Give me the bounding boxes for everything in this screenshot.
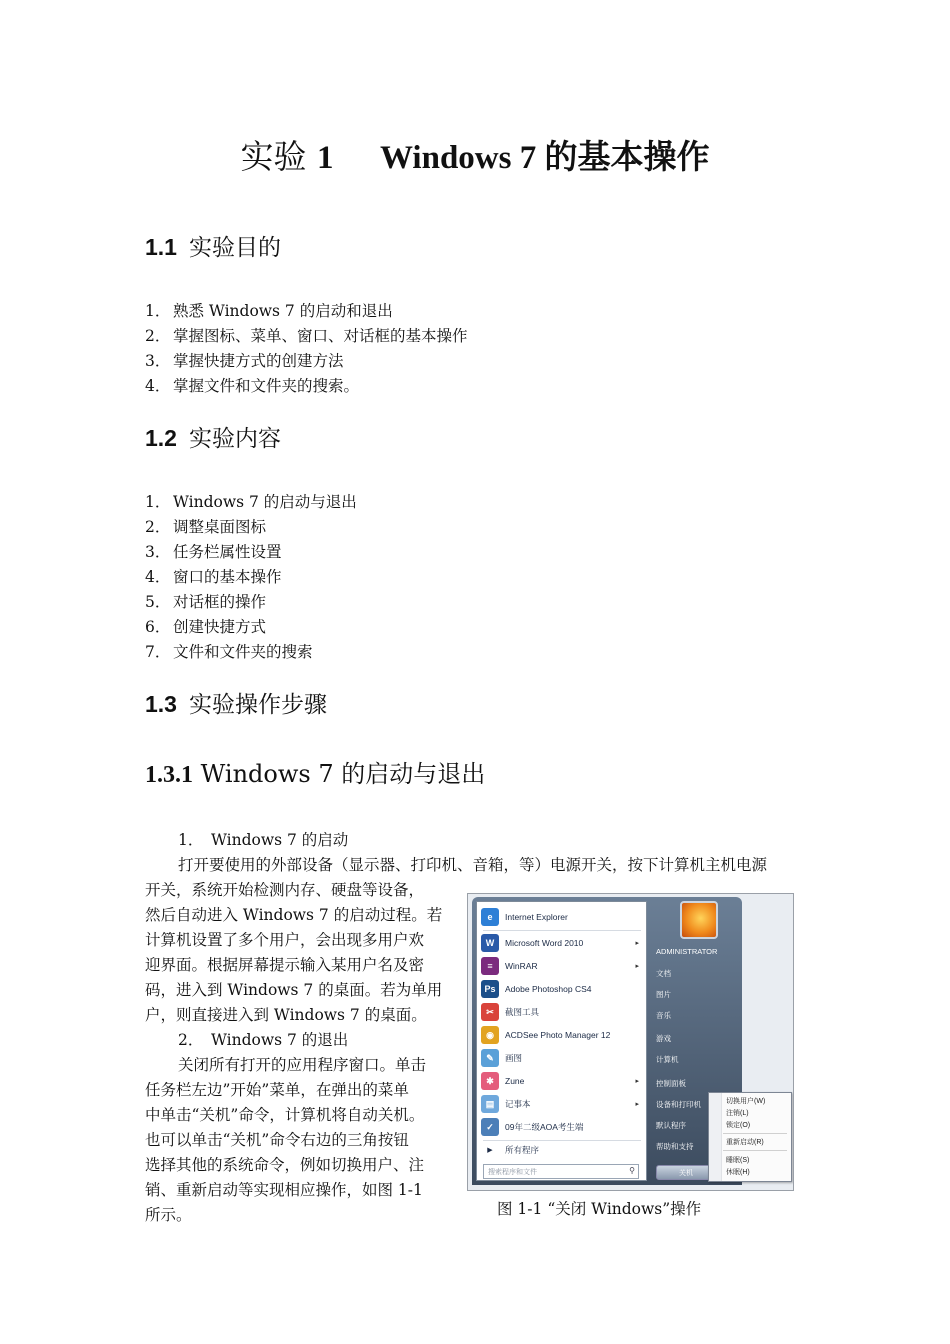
place-music[interactable]: 音乐	[656, 1011, 671, 1020]
user-avatar	[680, 901, 718, 939]
step-2-heading: 2． Windows 7 的退出	[178, 1031, 349, 1049]
place-pictures[interactable]: 图片	[656, 990, 671, 999]
objectives-list	[145, 299, 468, 399]
step-1-heading: 1． Windows 7 的启动	[178, 831, 349, 849]
subsection-heading-1-3-1: 1.3.1 Windows 7 的启动与退出	[145, 760, 486, 788]
figure-caption: 图 1-1 “关闭 Windows”操作	[497, 1200, 702, 1218]
place-control-panel[interactable]: 控制面板	[656, 1079, 686, 1088]
submenu-switch-user[interactable]: 切换用户(W)	[726, 1098, 766, 1105]
paragraph-startup-line1: 打开要使用的外部设备（显示器、打印机、音箱，等）电源开关，按下计算机主机电源	[178, 856, 768, 874]
place-devices-printers[interactable]: 设备和打印机	[656, 1100, 701, 1109]
list-item: 3． 任务栏属性设置	[145, 543, 282, 561]
exam-client-icon: ✓	[481, 1118, 499, 1136]
place-documents[interactable]: 文档	[656, 969, 671, 978]
paragraph-shutdown: 关闭所有打开的应用程序窗口。单击 任务栏左边”开始”菜单，在弹出的菜单 中单击“关机”命令，计算机将自动关机。 也可以单击“关机”命令右边的三角按钮 选择其他的系统命令，例如切换用户、注 销、重新启动等实现相应操作，如图 1-1 所示。	[145, 1056, 427, 1224]
start-item-paint[interactable]: ✎ 画图	[481, 1047, 643, 1069]
list-item: 1． 熟悉 Windows 7 的启动和退出	[145, 302, 393, 320]
page-title: 实验 1 Windows 7 的基本操作	[240, 137, 710, 176]
place-computer[interactable]: 计算机	[656, 1055, 679, 1064]
scissors-icon: ✂	[481, 1003, 499, 1021]
list-item: 7． 文件和文件夹的搜索	[145, 643, 313, 661]
section-heading-1-3: 1.3 实验操作步骤	[145, 691, 327, 717]
paint-icon: ✎	[481, 1049, 499, 1067]
start-item-word[interactable]: W Microsoft Word 2010 ▸	[481, 932, 643, 954]
list-item: 4． 掌握文件和文件夹的搜索。	[145, 377, 360, 395]
search-icon: ⚲	[629, 1166, 635, 1175]
paragraph-startup: 开关，系统开始检测内存、硬盘等设备， 然后自动进入 Windows 7 的启动过程。若 计算机设置了多个用户，会出现多用户欢 迎界面。根据屏幕提示输入某用户名及密 码，进入到 Windows 7 的桌面。若为单用 户，则直接进入到 Windows 7 的桌面。	[145, 881, 443, 1024]
start-item-winrar[interactable]: ≡ WinRAR ▸	[481, 955, 643, 977]
start-item-all-programs[interactable]: ▶ 所有程序	[481, 1141, 643, 1159]
word-icon: W	[481, 934, 499, 952]
contents-list	[145, 490, 357, 665]
zune-icon: ✱	[481, 1072, 499, 1090]
start-item-snipping-tool[interactable]: ✂ 截图工具	[481, 1001, 643, 1023]
submenu-hibernate[interactable]: 休眠(H)	[726, 1169, 750, 1176]
photoshop-icon: Ps	[481, 980, 499, 998]
list-item: 2． 掌握图标、菜单、窗口、对话框的基本操作	[145, 327, 468, 345]
submenu-restart[interactable]: 重新启动(R)	[726, 1139, 764, 1146]
section-heading-1-1: 1.1 实验目的	[145, 234, 281, 260]
arrow-right-icon: ▶	[487, 1147, 493, 1154]
start-search-input[interactable]: 搜索程序和文件 ⚲	[483, 1164, 639, 1179]
start-menu-programs-pane	[476, 901, 647, 1181]
list-item: 1． Windows 7 的启动与退出	[145, 493, 357, 511]
list-item: 6． 创建快捷方式	[145, 618, 267, 636]
ie-icon: e	[481, 908, 499, 926]
list-item: 2． 调整桌面图标	[145, 518, 267, 536]
list-item: 4． 窗口的基本操作	[145, 568, 282, 586]
user-name[interactable]: ADMINISTRATOR	[656, 947, 718, 956]
list-item: 3． 掌握快捷方式的创建方法	[145, 352, 344, 370]
place-games[interactable]: 游戏	[656, 1034, 671, 1043]
shutdown-button[interactable]: 关机	[656, 1165, 716, 1180]
shutdown-submenu	[708, 1092, 792, 1182]
start-item-internet-explorer[interactable]: e Internet Explorer	[481, 906, 643, 928]
start-item-exam-client[interactable]: ✓ 09年二级AOA考生端	[481, 1116, 643, 1138]
notepad-icon: ▤	[481, 1095, 499, 1113]
start-item-photoshop[interactable]: Ps Adobe Photoshop CS4	[481, 978, 643, 1000]
winrar-icon: ≡	[481, 957, 499, 975]
start-item-notepad[interactable]: ▤ 记事本 ▸	[481, 1093, 643, 1115]
section-heading-1-2: 1.2 实验内容	[145, 425, 281, 451]
submenu-log-off[interactable]: 注销(L)	[726, 1110, 749, 1117]
list-item: 5． 对话框的操作	[145, 593, 267, 611]
start-menu-figure	[467, 893, 794, 1191]
submenu-sleep[interactable]: 睡眠(S)	[726, 1157, 750, 1164]
start-item-acdsee[interactable]: ◉ ACDSee Photo Manager 12	[481, 1024, 643, 1046]
start-item-zune[interactable]: ✱ Zune ▸	[481, 1070, 643, 1092]
acdsee-icon: ◉	[481, 1026, 499, 1044]
place-help-support[interactable]: 帮助和支持	[656, 1142, 694, 1151]
place-default-programs[interactable]: 默认程序	[656, 1121, 686, 1130]
submenu-lock[interactable]: 锁定(O)	[726, 1122, 751, 1129]
start-menu-window	[472, 897, 742, 1185]
